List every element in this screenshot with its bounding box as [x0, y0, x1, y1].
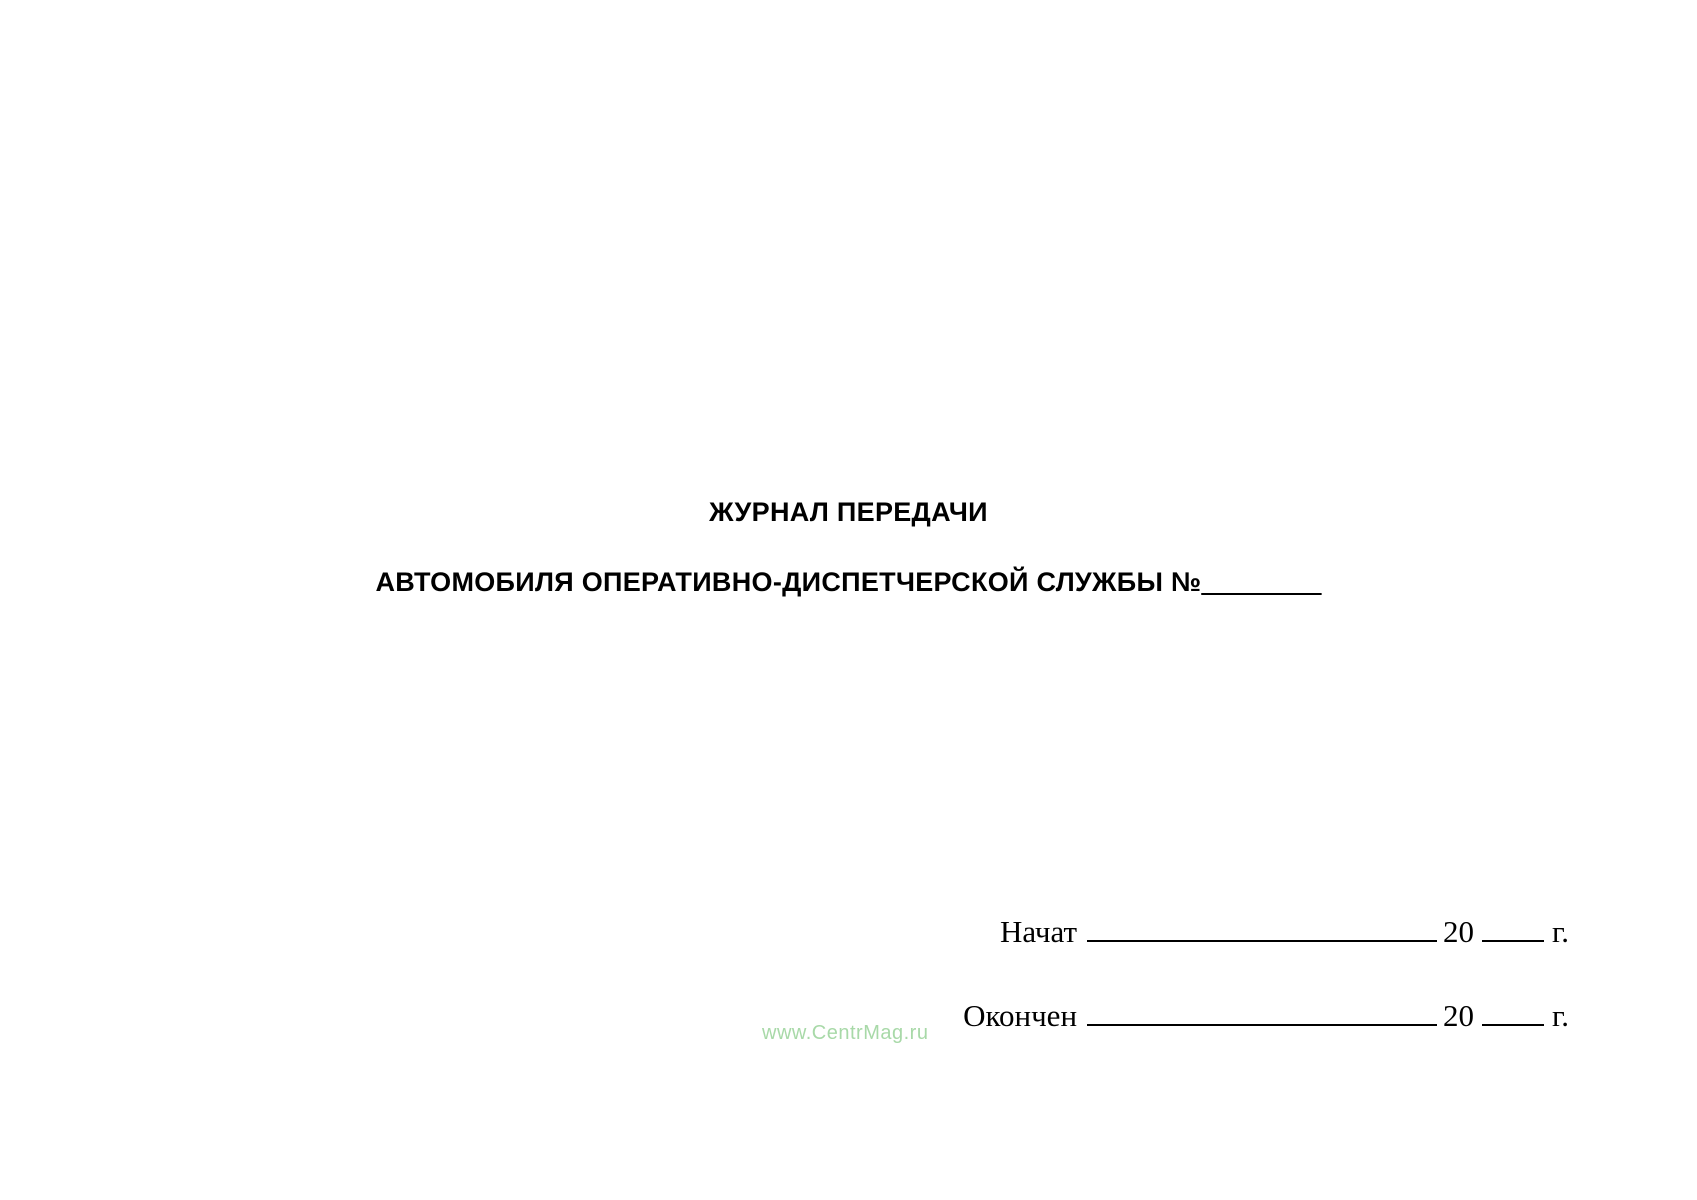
started-year-blank[interactable] [1482, 914, 1544, 942]
finished-year-blank[interactable] [1482, 998, 1544, 1026]
document-footer-block [0, 910, 1697, 1038]
started-label: Начат [1000, 914, 1078, 949]
finished-label: Окончен [963, 998, 1078, 1033]
started-date-blank[interactable] [1087, 914, 1437, 942]
journal-number-blank: ________ [1201, 567, 1322, 597]
document-title-block [0, 495, 1697, 599]
started-year-prefix: 20 [1443, 914, 1475, 949]
finished-date-blank[interactable] [1087, 998, 1437, 1026]
started-year-suffix: г. [1552, 914, 1569, 949]
watermark: www.CentrMag.ru [762, 1022, 929, 1044]
finished-year-prefix: 20 [1443, 998, 1475, 1033]
page-title-line-2 [0, 565, 1697, 599]
page-title-line-1: ЖУРНАЛ ПЕРЕДАЧИ [709, 497, 988, 527]
started-date-row [0, 910, 1697, 954]
page-title-line-2-text: АВТОМОБИЛЯ ОПЕРАТИВНО-ДИСПЕТЧЕРСКОЙ СЛУЖБЫ № [375, 567, 1202, 597]
finished-year-suffix: г. [1552, 998, 1569, 1033]
